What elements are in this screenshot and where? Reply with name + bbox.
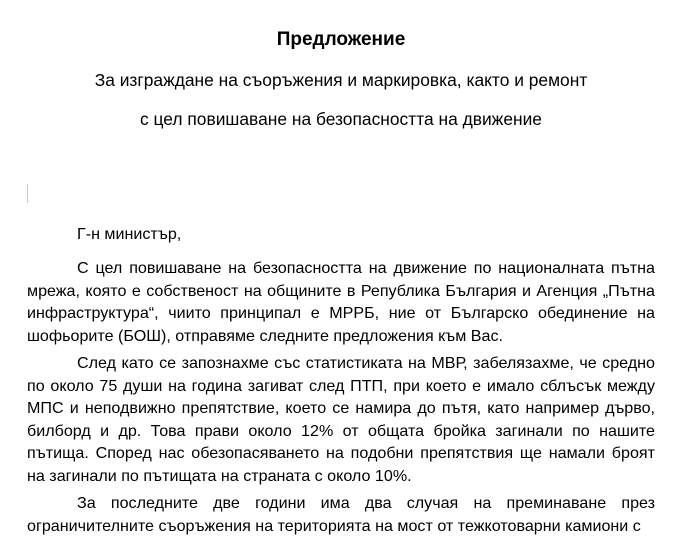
document-subtitle-line-2: с цел повишаване на безопасността на движение bbox=[140, 109, 542, 129]
text-cursor bbox=[27, 184, 28, 203]
document-subtitle-line-1: За изграждане на съоръжения и маркировка, както и ремонт bbox=[94, 70, 588, 90]
salutation: Г-н министър, bbox=[77, 225, 182, 243]
document-title: Предложение bbox=[276, 29, 406, 50]
paragraph-3: За последните две години има два случая на преминаване през ограничителните съоръжения на територията на мост от тежкотоварни камиони с bbox=[27, 494, 655, 535]
paragraph-1: С цел повишаване на безопасността на движение по националната пътна мрежа, която е собственост на общините в Република България и Агенция „Пътна инфраструктура“, чиито принципал е МРРБ, ние от Българско обединение на шофьорите (БОШ), отправяме следните предложения към Вас. bbox=[27, 259, 655, 345]
paragraph-2: След като се запознахме със статистиката на МВР, забелязахме, че средно по около 75 души на година загиват след ПТП, при което е имало сблъсък между МПС и неподвижно препятствие, което се намира до пътя, като например дърво, билборд и др. Това прави около 12% от общата бройка загинали по нашите пътища. Според нас обезопасяването на подобни препятствия ще намали броят на загинали по пътищата на страната с около 10%. bbox=[27, 354, 655, 485]
